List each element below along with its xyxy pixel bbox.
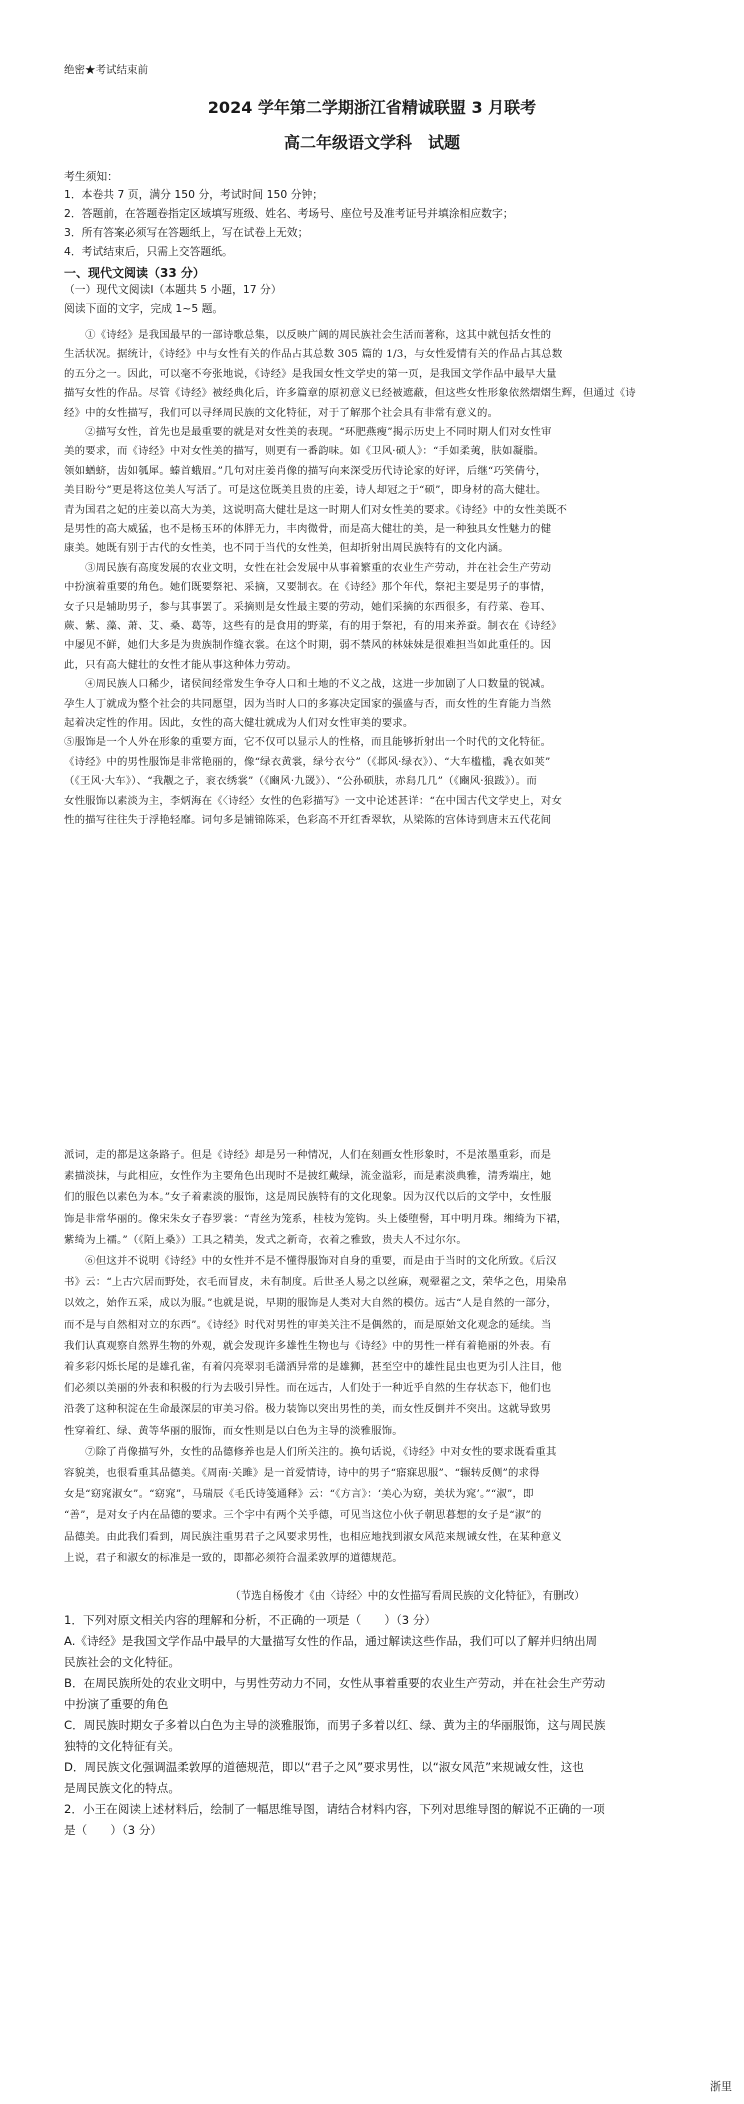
article-line: 着多彩闪烁长尾的是雄孔雀，有着闪亮翠羽毛潇洒异常的是雄狮，甚至空中的雄性昆虫也更为引人注目，他 xyxy=(64,1361,562,1373)
article-line: 领如蝤蛴，齿如瓠犀。螓首蛾眉。”几句对庄姜肖像的描写向来深受历代诗论家的好评，后继“巧笑倩兮， xyxy=(64,464,547,477)
notice-item: 4．考试结束后，只需上交答题纸。 xyxy=(64,245,233,258)
article-line: 以效之，始作五采，成以为服。”也就是说，早期的服饰是人类对大自然的模仿。远古“人是自然的一部分， xyxy=(64,1297,557,1310)
article-line: ②描写女性，首先也是最重要的就是对女性美的表现。“环肥燕瘦”揭示历史上不同时期人们对女性审 xyxy=(64,426,552,438)
article-line: 派词，走的都是这条路子。但是《诗经》却是另一种情况，人们在刻画女性形象时，不是浓墨重彩，而是 xyxy=(64,1149,552,1161)
exam-subtitle: 高二年级语文学科 试题 xyxy=(283,133,460,152)
article-line: 上说，君子和淑女的标准是一致的，即都必须符合温柔敦厚的道德规范。 xyxy=(64,1551,403,1564)
notice-item: 1．本卷共 7 页，满分 150 分，考试时间 150 分钟； xyxy=(64,188,324,201)
article-line: 生活状况。据统计，《诗经》中与女性有关的作品占其总数 305 篇的 1/3，与女性爱情有关的作品占其总数 xyxy=(64,348,563,361)
article-line: ⑦除了肖像描写外，女性的品德修养也是人们所关注的。换句话说，《诗经》中对女性的要求既看重其 xyxy=(64,1445,557,1458)
article-line: 女是“窈窕淑女”。“窈窕”，马瑞辰《毛氏诗笺通释》云：“《方言》：‘美心为窈，美状为窕’。”“淑”，即 xyxy=(64,1488,534,1501)
question-stem-line: 2．小王在阅读上述材料后，绘制了一幅思维导图，请结合材料内容，下列对思维导图的解说不正确的一项 xyxy=(64,1802,605,1816)
question-option-line: 是周民族文化的特点。 xyxy=(64,1781,180,1795)
question-option-line: C．周民族时期女子多着以白色为主导的淡雅服饰，而男子多着以红、绿、黄为主的华丽服饰，这与周民族 xyxy=(64,1718,606,1732)
question-option-line: 中扮演了重要的角色 xyxy=(64,1697,169,1711)
notice-heading: 考生须知： xyxy=(64,170,118,183)
article-line: 们必须以美丽的外表和积极的行为去吸引异性。而在远古，人们处于一种近乎自然的生存状态下，他们也 xyxy=(64,1382,552,1395)
article-source: （节选自杨俊才《由〈诗经〉中的女性描写看周民族的文化特征》，有删改） xyxy=(230,1590,585,1602)
article-line: ⑥但这并不说明《诗经》中的女性并不是不懂得服饰对自身的重要，而是由于当时的文化所致。《后汉 xyxy=(64,1255,557,1267)
section-title: 一、现代文阅读（33 分） xyxy=(64,266,205,280)
article-line: 女性服饰以素淡为主，李炳海在《〈诗经〉女性的色彩描写》一文中论述甚详：“在中国古代文学史上，对女 xyxy=(64,794,563,807)
article-line: 青为国君之妃的庄姜以高大为美，这说明高大健壮是这一时期人们对女性美的要求。《诗经》中的女性美既不 xyxy=(64,503,568,516)
article-line: “善”，是对女子内在品德的要求。三个字中有两个关乎德，可见当这位小伙子朝思暮想的女子是“淑”的 xyxy=(64,1509,542,1522)
article-line: 容貌美，也很看重其品德美。《周南·关雎》是一首爱情诗，诗中的男子“寤寐思服”、“辗转反侧”的求得 xyxy=(64,1467,540,1479)
article-line: 素描淡抹，与此相应，女性作为主要角色出现时不是披红戴绿，流金溢彩，而是素淡典雅，清秀端庄，她 xyxy=(64,1170,552,1183)
section-subtitle: （一）现代文阅读Ⅰ（本题共 5 小题，17 分） xyxy=(64,283,282,296)
article-line: 此，只有高大健壮的女性才能从事这种体力劳动。 xyxy=(64,658,297,671)
article-line: 们的服色以素色为本。”女子着素淡的服饰，这是周民族特有的文化现象。因为汉代以后的文学中，女性服 xyxy=(64,1191,552,1204)
notice-item: 2．答题前，在答题卷指定区域填写班级、姓名、考场号、座位号及准考证号并填涂相应数字； xyxy=(64,207,514,220)
question-option-line: A.《诗经》是我国文学作品中最早的大量描写女性的作品，通过解读这些作品，我们可以了解并归纳出周 xyxy=(64,1634,598,1648)
question-stem: 1．下列对原文相关内容的理解和分析，不正确的一项是（ ）（3 分） xyxy=(64,1613,437,1627)
article-line: 孕生人丁就成为整个社会的共同愿望，因为当时人口的多寡决定国家的强盛与否，而女性的生育能力当然 xyxy=(64,697,552,710)
article-line: 美的要求，而《诗经》中对女性美的描写，则更有一番韵味。如《卫风·硕人》：“手如柔荑，肤如凝脂。 xyxy=(64,445,545,458)
article-line: 康美。她既有别于古代的女性美，也不同于当代的女性美，但却折射出周民族特有的文化内涵。 xyxy=(64,542,509,555)
article-line: 蕨、紫、藻、萧、艾、桑、葛等，这些有的是食用的野菜，有的用于祭祀，有的用来养蚕。制衣在《诗经》 xyxy=(64,620,562,632)
article-line: 美目盼兮”更是将这位美人写活了。可是这位既美且贵的庄姜，诗人却冠之于“硕”，即身材的高大健壮。 xyxy=(64,484,547,497)
article-line: 经》中的女性描写，我们可以寻绎周民族的文化特征，对于了解那个社会具有非常有意义的。 xyxy=(64,406,499,419)
article-line: ⑤服饰是一个人外在形象的重要方面，它不仅可以显示人的性格，而且能够折射出一个时代的文化特征。 xyxy=(64,736,552,749)
article-line: （《王风·大车》）、“我觏之子，衮衣绣裳”（《豳风·九罭》）、“公孙硕肤，赤舄几几”（《豳风·狼跋》）。而 xyxy=(64,775,537,788)
article-line: 书》云：“上古穴居而野处，衣毛而冒皮，未有制度。后世圣人易之以丝麻，观翚翟之文，荣华之色，用染帛 xyxy=(64,1276,568,1289)
article-line: 饰是非常华丽的。像宋朱女子春罗裳：“青丝为笼系，桂枝为笼钩。头上倭堕髻，耳中明月珠。缃绮为下裙， xyxy=(64,1212,568,1225)
footer-mark: 浙里 xyxy=(710,2080,732,2093)
question-option-line: 独特的文化特征有关。 xyxy=(64,1739,180,1753)
question-option-line: D．周民族文化强调温柔敦厚的道德规范，即以“君子之风”要求男性，以“淑女风范”来规诫女性，这也 xyxy=(64,1760,584,1774)
question-option-line: B．在周民族所处的农业文明中，与男性劳动力不同，女性从事着重要的农业生产劳动，并在社会生产劳动 xyxy=(64,1676,606,1690)
article-line: ③周民族有高度发展的农业文明，女性在社会发展中从事着繁重的农业生产劳动，并在社会生产劳动 xyxy=(64,561,552,574)
notice-item: 3．所有答案必须写在答题纸上，写在试卷上无效； xyxy=(64,226,309,239)
article-line: 品德美。由此我们看到，周民族注重男君子之风要求男性，也相应地找到淑女风范来规诫女性，在某种意义 xyxy=(64,1530,562,1543)
article-line: 紫绮为上襦。”（《陌上桑》）工具之精美，发式之新奇，衣着之雅致，贵夫人不过尔尔。 xyxy=(64,1233,467,1246)
article-line: ④周民族人口稀少，诸侯间经常发生争夺人口和土地的不义之战，这进一步加剧了人口数量的锐减。 xyxy=(64,678,552,691)
exam-title: 2024 学年第二学期浙江省精诚联盟 3 月联考 xyxy=(207,98,537,117)
article-line: 我们认真观察自然界生物的外观，就会发现许多雄性生物也与《诗经》中的男性一样有着艳丽的外表。有 xyxy=(64,1339,552,1352)
article-line: ①《诗经》是我国最早的一部诗歌总集，以反映广阔的周民族社会生活而著称，这其中就包括女性的 xyxy=(64,329,552,341)
reading-instruction: 阅读下面的文字，完成 1~5 题。 xyxy=(64,302,224,315)
article-line: 《诗经》中的男性服饰是非常艳丽的，像“绿衣黄裳，绿兮衣兮”（《邶风·绿衣》）、“大车槛槛，毳衣如荚” xyxy=(64,755,551,768)
article-line: 中扮演着重要的角色。她们既要祭祀、采摘，又要制衣。在《诗经》那个年代，祭祀主要是男子的事情， xyxy=(64,581,552,594)
article-line: 中屡见不鲜，她们大多是为贵族制作缝衣裳。在这个时期，弱不禁风的林妹妹是很难担当如此重任的。因 xyxy=(64,639,552,652)
article-line: 起着决定性的作用。因此，女性的高大健壮就成为人们对女性审美的要求。 xyxy=(64,717,414,729)
question-option-line: 民族社会的文化特征。 xyxy=(64,1655,180,1669)
article-line: 是男性的高大威猛，也不是杨玉环的体胖无力，丰肉微骨，而是高大健壮的美，是一种独具女性魅力的健 xyxy=(64,523,552,535)
article-line: 的五分之一。因此，可以毫不夸张地说，《诗经》是我国女性文学史的第一页，是我国文学作品中最早大量 xyxy=(64,367,557,380)
confidential-label: 绝密★考试结束前 xyxy=(64,64,148,76)
article-line: 性的描写往往失于浮艳轻靡。词句多是铺锦陈采，色彩高不开红香翠软，从梁陈的宫体诗到唐末五代花间 xyxy=(64,814,552,826)
article-line: 性穿着红、绿、黄等华丽的服饰，而女性则是以白色为主导的淡雅服饰。 xyxy=(64,1424,403,1437)
article-line: 沿袭了这种积淀在生命最深层的审美习俗。极力装饰以突出男性的美，而女性反倒并不突出。这就导致男 xyxy=(64,1403,552,1416)
article-line: 描写女性的作品。尽管《诗经》被经典化后，许多篇章的原初意义已经被遮蔽，但这些女性形象依然熠熠生辉，但通过《诗 xyxy=(64,387,636,400)
article-line: 而不是与自然相对立的东西”。《诗经》时代对男性的审美关注不是偶然的，而是原始文化观念的延续。当 xyxy=(64,1318,552,1331)
question-stem-line: 是（ ）（3 分） xyxy=(64,1823,163,1837)
article-line: 女子只是辅助男子，参与其事罢了。采摘则是女性最主要的劳动，她们采摘的东西很多，有荇菜、卷耳、 xyxy=(64,600,552,613)
